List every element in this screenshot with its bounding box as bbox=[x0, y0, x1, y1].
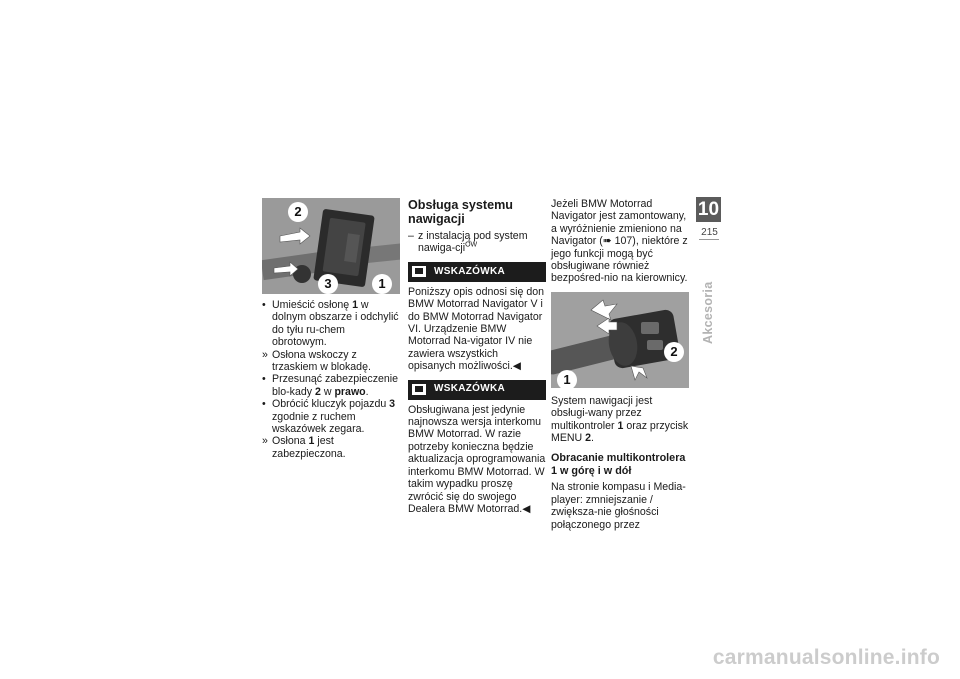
body-text: . bbox=[365, 385, 369, 398]
note-title: WSKAZÓWKA bbox=[434, 265, 506, 277]
body-text: Osłona wskoczy z trzaskiem w blokadę. bbox=[272, 348, 371, 374]
subsection-heading: Obracanie multikontrolera 1 w górę i w dół bbox=[551, 452, 686, 477]
photo-callout: 3 bbox=[318, 274, 338, 294]
body-text: Osłona bbox=[272, 435, 309, 448]
photo-callout: 2 bbox=[664, 342, 684, 362]
chapter-label: Akcesoria bbox=[701, 281, 715, 344]
volume-paragraph: Na stronie kompasu i Media-player: zmniejszanie / zwiększa-nie głośności połączonego przez bbox=[551, 481, 686, 531]
list-marker: • bbox=[262, 373, 266, 386]
emphasis-text: 2 bbox=[315, 385, 321, 398]
system-paragraph bbox=[551, 395, 689, 445]
list-item bbox=[262, 398, 400, 435]
list-item bbox=[262, 435, 400, 460]
list-marker: » bbox=[262, 348, 268, 361]
page-number: 215 bbox=[701, 227, 718, 238]
instruction-steps bbox=[262, 299, 400, 460]
divider bbox=[699, 239, 719, 240]
column-2 bbox=[408, 198, 546, 515]
emphasis-text: 2 bbox=[585, 432, 592, 445]
chapter-number: 10 bbox=[697, 199, 720, 220]
section-heading: Obsługa systemu nawigacji bbox=[408, 198, 513, 226]
note-icon bbox=[412, 384, 426, 395]
body-text: . bbox=[591, 432, 594, 445]
list-item bbox=[262, 299, 400, 349]
note-text: Poniższy opis odnosi się don BMW Motorrad Navigator V i do BMW Motorrad Navigator VI. Urządzenie BMW Motorrad Na-vigator IV nie zawiera wszystkich opisanych możliwości.◀ bbox=[408, 285, 545, 373]
note-icon bbox=[412, 266, 426, 277]
column-1 bbox=[262, 198, 400, 460]
body-text: w dolnym obszarze i odchylić do tyłu ru-chem obrotowym. bbox=[272, 299, 399, 349]
emphasis-text: 1 bbox=[308, 435, 315, 448]
photo-callout: 1 bbox=[557, 370, 577, 388]
emphasis-text: prawo bbox=[334, 385, 366, 398]
column-3 bbox=[551, 198, 689, 531]
applicability-text: z instalacją pod system nawiga-cji bbox=[418, 230, 528, 255]
emphasis-text: 3 bbox=[389, 398, 396, 411]
list-marker: » bbox=[262, 435, 268, 448]
body-text: System nawigacji jest obsługi-wany przez multikontroler bbox=[551, 394, 653, 432]
note-text: Obsługiwana jest jedynie najnowsza wersja interkomu BMW Motorrad. W razie potrzeby konieczna będzie aktualizacja oprogramowania interkomu BMW Motorrad. W takim wypadku proszę zwrócić się do swojego Dealera BMW Motorrad.◀ bbox=[408, 403, 546, 515]
emphasis-text: 1 bbox=[352, 299, 358, 311]
emphasis-text: 1 bbox=[617, 419, 624, 432]
list-marker: • bbox=[262, 398, 266, 411]
body-text: zgodnie z ruchem wskazówek zegara. bbox=[272, 410, 365, 436]
list-item bbox=[262, 373, 400, 398]
note-header bbox=[408, 380, 546, 400]
intro-paragraph: Jeżeli BMW Motorrad Navigator jest zamontowany, a wyróżnienie zmieniono na Navigator (➠ 107), niektóre z jego funkcji mogą być obsługiwane również bezpośred-nio na kierownicy. bbox=[551, 198, 688, 285]
body-text: w bbox=[320, 385, 335, 398]
list-marker: • bbox=[262, 299, 266, 311]
watermark: carmanualsonline.info bbox=[712, 646, 940, 669]
equipment-code: OW bbox=[465, 241, 478, 249]
body-text: Obrócić kluczyk pojazdu bbox=[272, 398, 390, 411]
body-text: Przesunąć zabezpieczenie blo-kady bbox=[272, 373, 399, 398]
body-text: oraz przycisk MENU bbox=[551, 419, 689, 445]
photo-callout: 2 bbox=[288, 202, 308, 222]
body-text: Umieścić osłonę bbox=[272, 299, 353, 311]
list-item bbox=[262, 349, 400, 374]
note-header bbox=[408, 262, 546, 282]
dash-marker: – bbox=[408, 230, 414, 242]
body-text: jest zabezpieczona. bbox=[272, 435, 346, 460]
mount-photo bbox=[262, 198, 400, 294]
applicability-item bbox=[408, 230, 546, 255]
multicontroller-photo bbox=[551, 292, 689, 388]
photo-callout: 1 bbox=[372, 274, 392, 294]
note-title: WSKAZÓWKA bbox=[434, 383, 506, 395]
